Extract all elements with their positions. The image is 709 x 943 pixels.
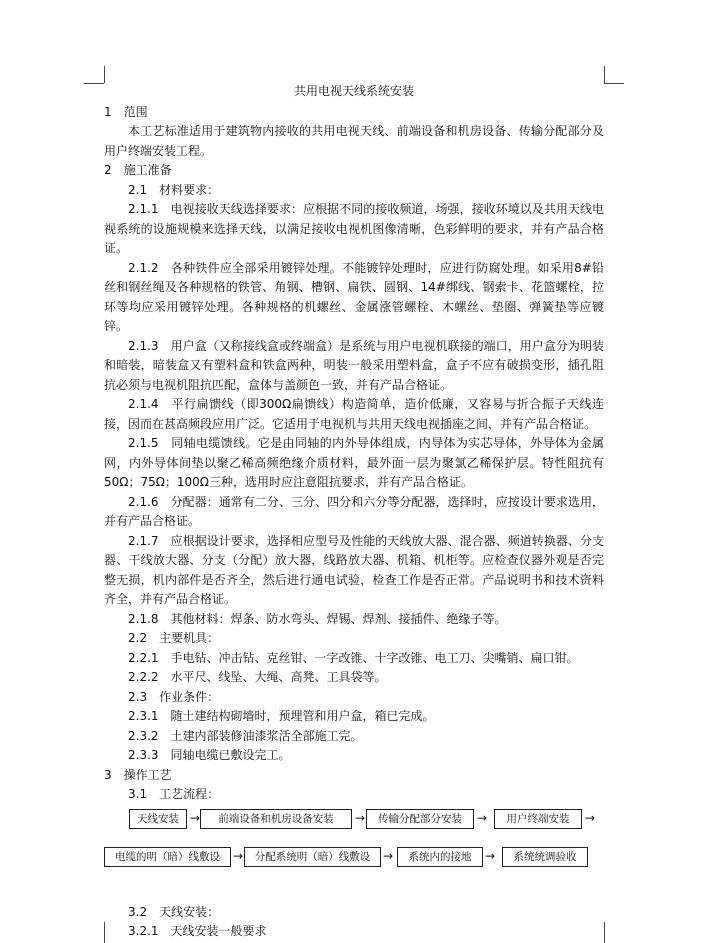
flow-step-box: 系统统调验收 [502, 847, 588, 867]
paragraph: 3 操作工艺 [104, 767, 172, 782]
flow-step-box: 系统内的接地 [397, 847, 483, 867]
paragraph: 本工艺标准适用于建筑物内接收的共用电视天线、前端设备和机房设备、传输分配部分及用户终端安装工程。 [104, 124, 604, 158]
flow-arrow-icon: → [477, 810, 488, 825]
document-body-continued [104, 903, 604, 942]
document-page [104, 82, 604, 942]
paragraph: 2.2 主要机具： [128, 631, 220, 645]
flow-arrow-icon: → [485, 848, 496, 863]
paragraph: 2.3 作业条件： [128, 689, 220, 704]
flow-step-box: 前端设备和机房设备安装 [200, 809, 352, 829]
flow-arrow-icon: → [383, 848, 394, 863]
flow-arrow-icon: → [585, 810, 596, 825]
flow-step-box: 传输分配部分安装 [366, 809, 474, 829]
paragraph: 2.1.6 分配器：通常有二分、三分、四分和六分等分配器，选择时，应按设计要求选用，并有产品合格证。 [104, 494, 604, 528]
paragraph: 2.1 材料要求： [128, 182, 220, 197]
flow-step-box: 电缆的明（暗）线敷设 [104, 847, 231, 867]
paragraph: 3.1 工艺流程： [128, 787, 220, 801]
flow-arrow-icon: → [190, 810, 201, 825]
paragraph: 2.1.3 用户盒（又称接线盒或终端盒）是系统与用户电视机联接的端口，用户盒分为明装和暗装，暗装盒又有塑料盒和铁盒两种，明装一般采用塑料盒，盒子不应有破损变形，插孔阻抗必须与电视机阻抗匹配，盒体与盖颜色一致，并有产品合格证。 [104, 338, 604, 392]
flow-step-box: 用户终端安装 [494, 809, 582, 829]
flow-step-box: 天线安装 [129, 809, 187, 829]
flow-arrow-icon: → [233, 848, 244, 863]
paragraph: 2.2.2 水平尺、线坠、大绳、高凳、工具袋等。 [128, 670, 387, 684]
paragraph: 2.1.8 其他材料：焊条、防水弯头、焊锡、焊剂、接插件、绝缘子等。 [128, 611, 507, 626]
paragraph: 2.1.2 各种铁件应全部采用镀锌处理。不能镀锌处理时，应进行防腐处理。如采用8#铅丝和钢丝绳及各种规格的铁管、角钢、槽钢、扁铁、圆钢、14#绑线、钢索卡、花篮螺栓，拉环等均应采用镀锌处理。各种规格的机螺丝、金属涨管螺栓、木螺丝、垫圈、弹簧垫等应镀锌。 [104, 260, 604, 333]
paragraph: 2.2.1 手电钻、冲击钻、克丝钳、一字改锥、十字改锥、电工刀、尖嘴销、扁口钳。 [128, 650, 579, 665]
document-title: 共用电视天线系统安装 [293, 84, 414, 98]
paragraph: 2.1.7 应根据设计要求，选择相应型号及性能的天线放大器、混合器、频道转换器、分支器、干线放大器、分支（分配）放大器，线路放大器、机箱、机柜等。应检查仪器外观是否完整无损，机内部件是否齐全，然后进行通电试验，检查工作是否正常。产品说明书和技术资料齐全，并有产品合格证。 [104, 533, 604, 606]
paragraph: 2.1.1 电视接收天线选择要求：应根据不同的接收频道，场强，接收环境以及共用天线电视系统的设施规模来选择天线，以满足接收电视机图像清晰，色彩鲜明的要求，并有产品合格证。 [104, 202, 604, 255]
paragraph: 2.3.2 土建内部装修油漆浆活全部施工完。 [128, 728, 363, 743]
paragraph: 2.1.4 平行扁馈线（即300Ω扁馈线）构造简单，造价低廉，又容易与折合振子天线连接，因而在甚高频段应用广泛。它适用于电视机与共用天线电视插座之间，并有产品合格证。 [104, 397, 604, 431]
process-flowchart [104, 805, 604, 903]
paragraph: 3.2 天线安装： [128, 904, 220, 919]
flow-step-box: 分配系统明（暗）线敷设 [244, 847, 381, 867]
document-body [104, 103, 604, 805]
paragraph: 2.3.3 同轴电缆已敷设完工。 [128, 748, 291, 762]
paragraph: 2.1.5 同轴电缆馈线。它是由同轴的内外导体组成，内导体为实芯导体，外导体为金属网，内外导体间垫以聚乙稀高频绝缘介质材料，最外面一层为聚氯乙稀保护层。特性阻抗有50Ω；75Ω；100Ω三种，选用时应注意阻抗要求，并有产品合格证。 [104, 436, 604, 489]
paragraph: 2 施工准备 [104, 163, 172, 177]
paragraph: 1 范围 [104, 104, 148, 119]
paragraph: 3.2.1 天线安装一般要求 [128, 924, 267, 938]
flow-arrow-icon: → [355, 810, 366, 825]
paragraph: 2.3.1 随土建结构砌墙时，预埋管和用户盒，箱已完成。 [128, 709, 435, 723]
